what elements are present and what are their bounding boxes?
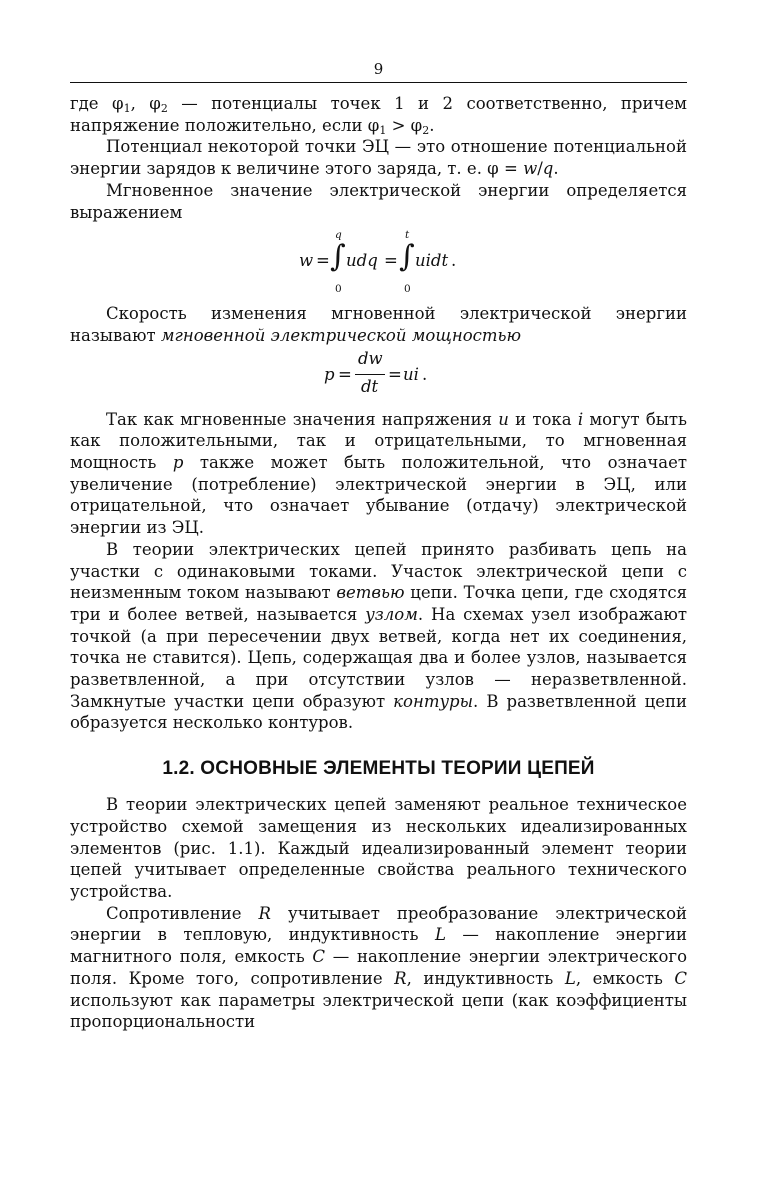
paragraph-branches-nodes: В теории электрических цепей принято разбивать цепь на участки с одинаковыми токами. Участок электрической цепи с неизменным током называют ветвью цепи. Точка цепи, где сходятся три и более ветвей, называется узлом. На схемах узел изображают точкой (а при пересечении двух ветвей, когда нет их соединения, точка не ставится). Цепь, содержащая два и более узлов, называется разветвленной, а при отсутствии узлов — неразветвленной. Замкнутые участки цепи образуют контуры. В разветвленной цепи образуется несколько контуров. [70,539,688,733]
paragraph-power-sign: Так как мгновенные значения напряжения u и тока i могут быть как положительными, так и отрицательными, то мгновенная мощность p также может быть положительной, что означает увеличение (потребление) электрической энергии в ЭЦ, или отрицательной, что означает убывание (отдачу) электрической энергии из ЭЦ. [70,409,687,538]
paragraph-potential-definition: Потенциал некоторой точки ЭЦ — это отношение потенциальной энергии зарядов к величине этого заряда, т. е. φ = w/q. [70,137,687,179]
paragraph-elements: Сопротивление R учитывает преобразование электрической энергии в тепловую, индуктивность L — накопление энергии магнитного поля, емкость C — накопление энергии электрического поля. Кроме того, сопротивление R, индуктивность L, емкость C используют как параметры электрической цепи (как коэффициенты пропорциональности [70,903,688,1032]
paragraph-power-intro: Скорость изменения мгновенной электрической энергии называют мгновенной электрической мощностью [70,304,687,345]
header-rule [70,82,687,83]
section-heading: 1.2. ОСНОВНЫЕ ЭЛЕМЕНТЫ ТЕОРИИ ЦЕПЕЙ [162,758,595,780]
page-number: 9 [373,60,384,78]
power-formula: p = dw dt = ui . [324,348,428,396]
energy-integral-formula: w = q ∫ 0 udq = t ∫ 0 uidt . [299,229,457,296]
paragraph-equivalent-circuit: В теории электрических цепей заменяют реальное техническое устройство схемой замещения из нескольких идеализированных элементов (рис. 1.1). Каждый идеализированный элемент теории цепей учитывает определенные свойства реального технического устройства. [70,795,687,901]
paragraph-potentials: где $\varphi_1$, $\varphi_2$ — потенциалы точек 1 и 2 соответственно, причем напряжение положительно, если $\varphi_1 > \varphi_2$. [70,94,687,137]
paragraph-energy-intro: Мгновенное значение электрической энергии определяется выражением [70,180,687,222]
book-page [70,58,687,1033]
